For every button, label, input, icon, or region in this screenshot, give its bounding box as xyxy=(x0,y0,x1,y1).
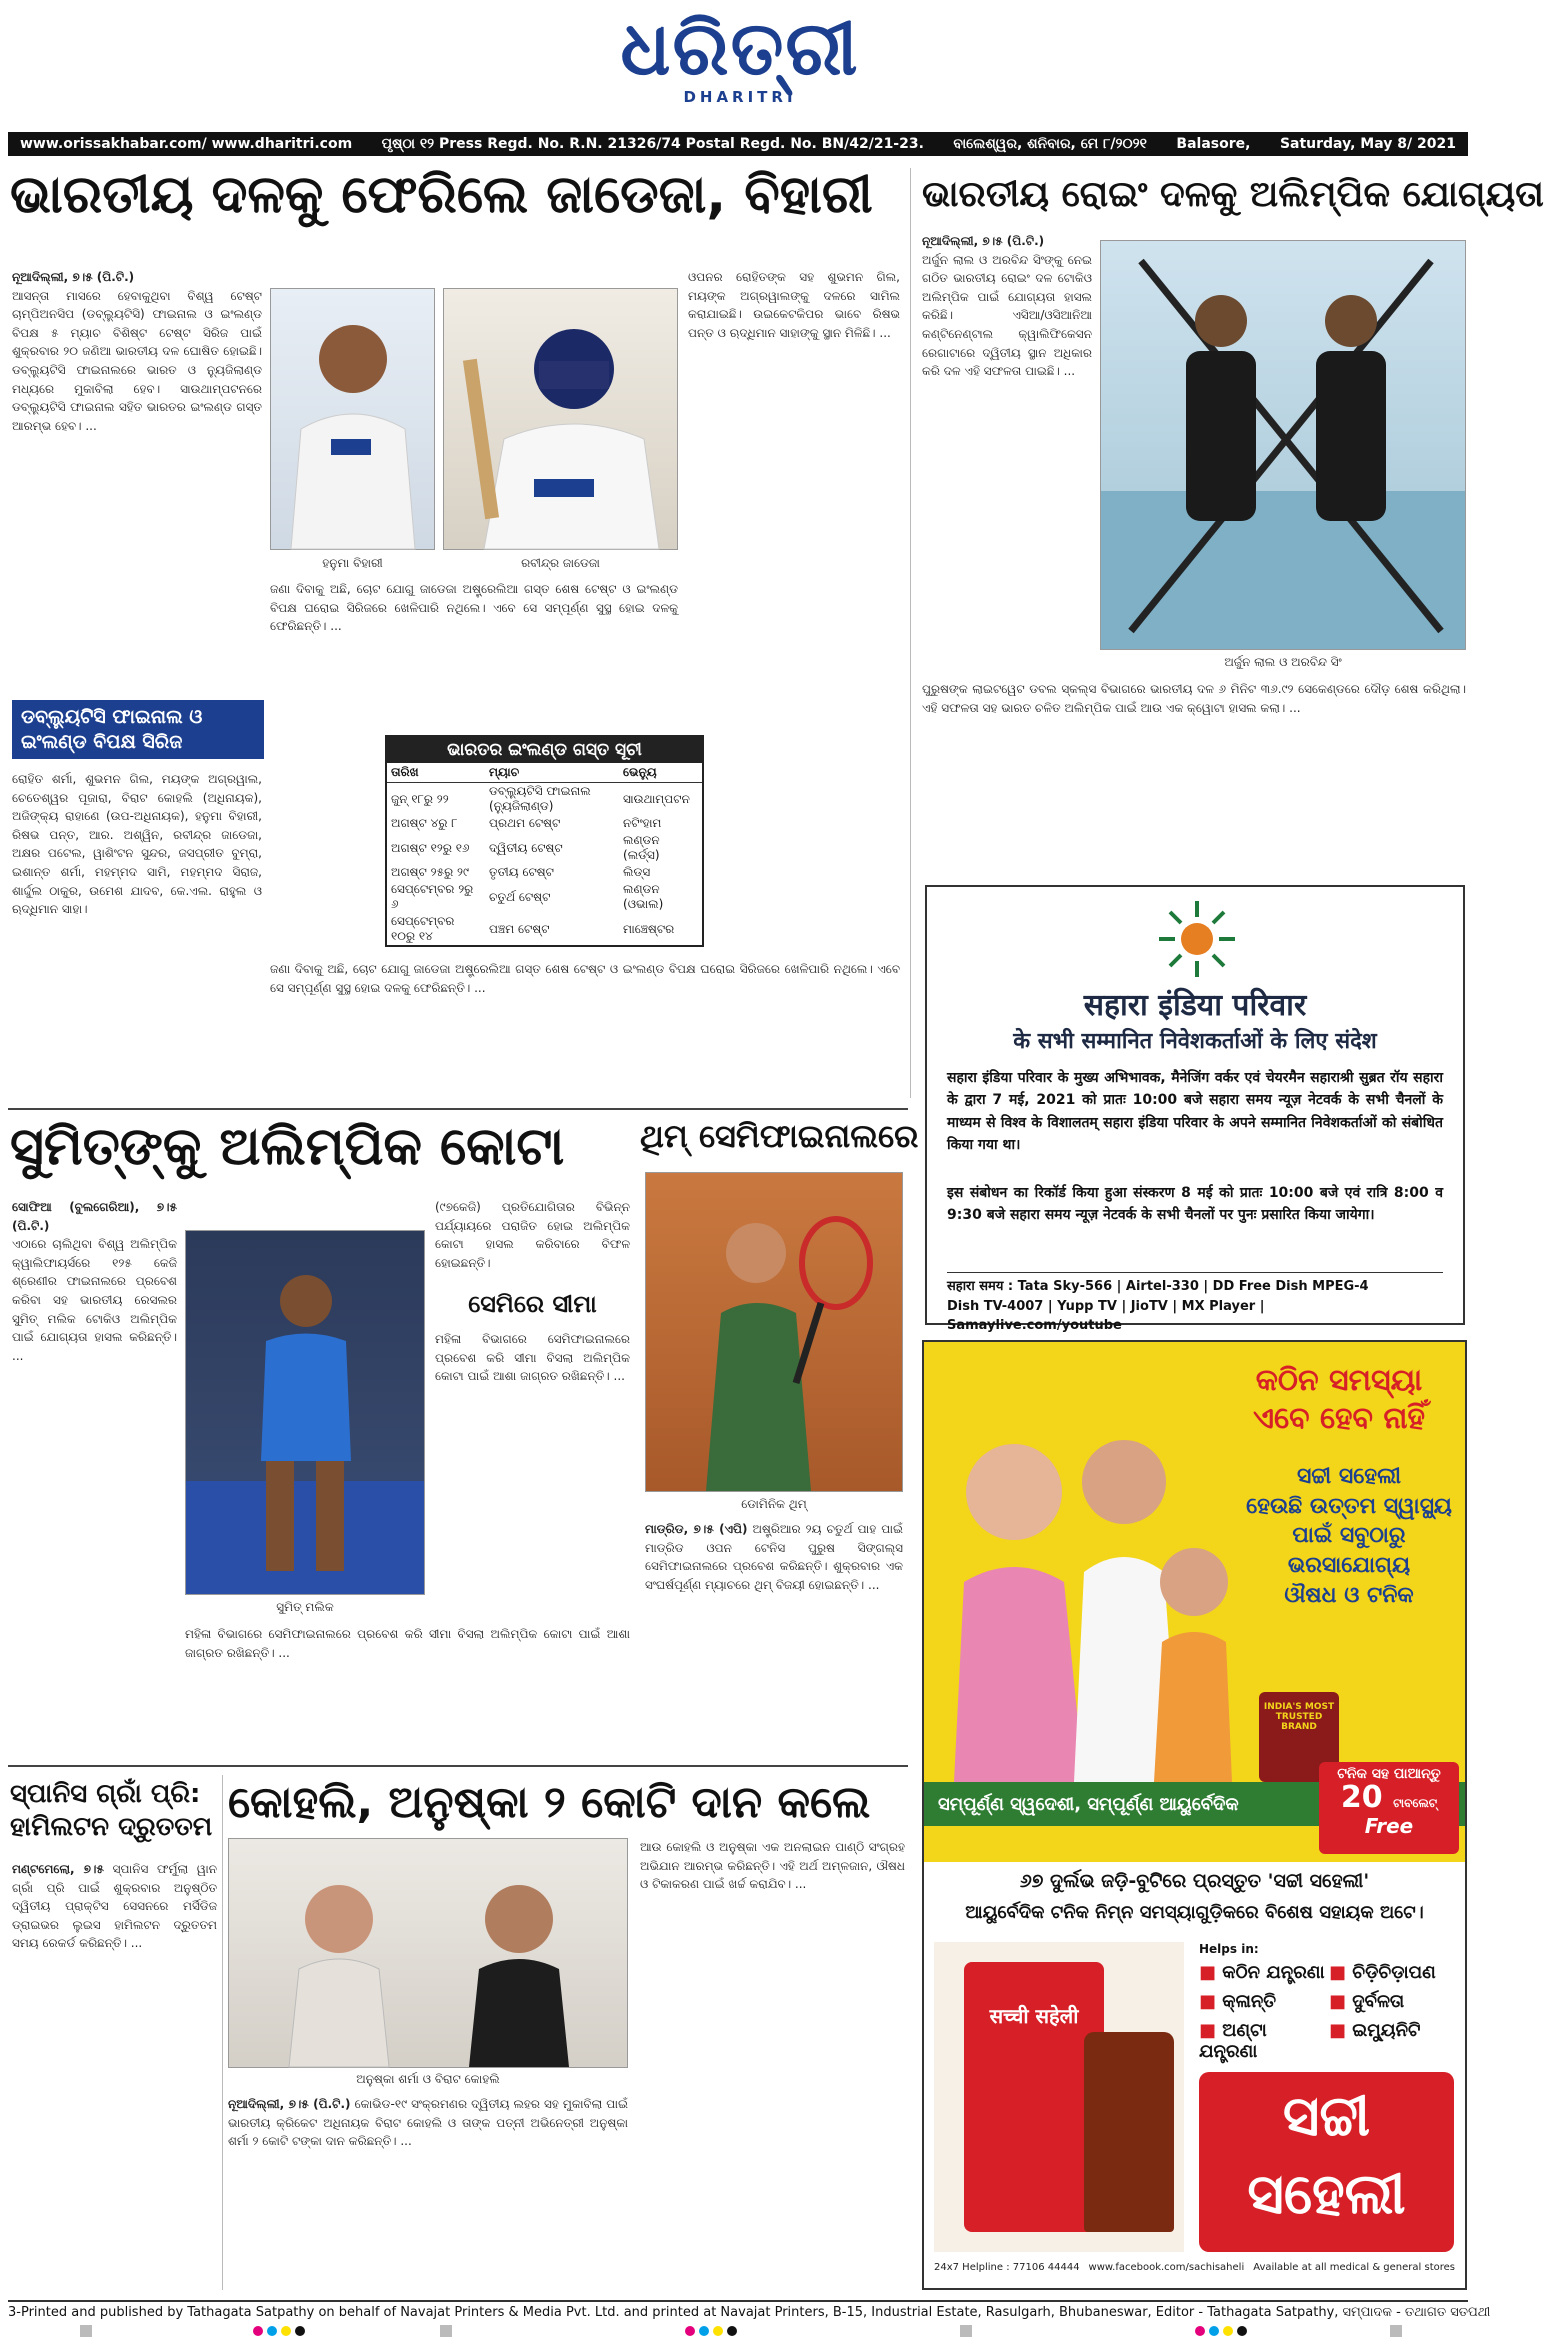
ad-brand1: ସଚ୍ଚୀ xyxy=(1282,2084,1371,2149)
sahara-channels xyxy=(947,1272,1443,1336)
vihari-figure xyxy=(271,289,434,549)
sahara-channels1: सहारा समय : Tata Sky-566 | Airtel-330 | DD Free Dish MPEG-4 xyxy=(947,1279,1369,1294)
edition: Balasore, xyxy=(1176,136,1251,152)
sahara-ad xyxy=(925,885,1465,1333)
websites: www.orissakhabar.com/ www.dharitri.com xyxy=(20,136,353,152)
ad-headline xyxy=(1224,1362,1454,1437)
story1-headline: ଭାରତୀୟ ଦଳକୁ ଫେରିଲେ ଜାଡେଜା, ବିହାରୀ xyxy=(10,165,873,225)
ad-promo5: ଔଷଧ ଓ ଟନିକ xyxy=(1284,1582,1414,1608)
story3-body: ଏଠାରେ ଚାଲିଥିବା ବିଶ୍ୱ ଅଲିମ୍ପିକ କ୍ୱାଲିଫାୟର୍ସରେ ୧୨୫ କେଜି ଶ୍ରେଣୀର ଫାଇନାଲରେ ପ୍ରବେଶ କରିବା ସହ ଭାରତୀୟ ରେସଲର ସୁମିତ୍ ମଲିକ ଟୋକିଓ ଅଲିମ୍ପିକ ପାଇଁ ଯୋଗ୍ୟତା ହାସଲ କରିଛନ୍ତି। ... xyxy=(12,1237,177,1363)
column-rule-2 xyxy=(222,1775,223,2290)
ad-line2: ଆୟୁର୍ବେଦିକ ଟନିକ ନିମ୍ନ ସମସ୍ୟାଗୁଡ଼ିକରେ ବିଶେଷ ସହାୟକ ଅଟେ। xyxy=(965,1902,1424,1923)
cell: ଦ୍ୱିତୀୟ ଟେଷ୍ଟ xyxy=(489,840,563,855)
story2-dateline: ନୂଆଦିଲ୍ଲୀ, ୭।୫ (ପି.ଟି.) xyxy=(922,234,1045,248)
photo-kohli-anushka xyxy=(228,1838,628,2068)
ad-headline2: ଏବେ ହେବ ନାହିଁ xyxy=(1252,1400,1426,1436)
cell: ସେପ୍ଟେମ୍ବର ୨ରୁ ୬ xyxy=(391,882,474,911)
photo-sumit xyxy=(185,1230,425,1595)
help-item: ■ କଠିନ ଯନ୍ତ୍ରଣା xyxy=(1199,1962,1325,1983)
imprint-line: 3-Printed and published by Tathagata Satpathy on behalf of Navajat Printers & Media Pvt. Ltd. and printed at Navajat Printers, B-15, Industrial Estate, Rasulgarh, Bhubaneswar, Editor - Tathagata Satpathy, ସମ୍ପାଦକ - ତଥାଗତ ସତପଥୀ xyxy=(8,2300,1468,2320)
story3-body-cont: ମହିଳା ବିଭାଗରେ ସେମିଫାଇନାଲରେ ପ୍ରବେଶ କରି ସୀମା ବିସଲା ଅଲିମ୍ପିକ କୋଟା ପାଇଁ ଆଶା ଜାଗ୍ରତ ରଖିଛନ୍ତି। ... xyxy=(185,1627,630,1660)
help-item-label: ଚିଡ଼ିଚିଡ଼ାପଣ xyxy=(1352,1962,1436,1983)
story4-dateline: ମାଡ୍ରିଡ, ୭।୫ (ଏପି) xyxy=(645,1522,748,1536)
story2-headline: ଭାରତୀୟ ରୋଇଂ ଦଳକୁ ଅଲିମ୍ପିକ ଯୋଗ୍ୟତା xyxy=(922,174,1544,215)
section-rule xyxy=(8,1108,908,1110)
table-row xyxy=(387,815,702,832)
story2-col1 xyxy=(922,232,1092,642)
photo-vihari-caption: ହନୁମା ବିହାରୀ xyxy=(322,556,383,570)
story6-caption: ଅନୁଷ୍କା ଶର୍ମା ଓ ବିରାଟ କୋହଲି xyxy=(356,2072,500,2086)
schedule-table xyxy=(387,763,702,945)
story3-headline: ସୁମିତ୍‌ଙ୍କୁ ଅଲିମ୍ପିକ କୋଟା xyxy=(10,1117,565,1177)
story6-headline: କୋହଲି, ଅନୁଷ୍କା ୨ କୋଟି ଦାନ କଲେ xyxy=(228,1777,871,1828)
sahara-channels2: Dish TV-4007 | Yupp TV | JioTV | MX Player | Samaylive.com/youtube xyxy=(947,1298,1265,1333)
photo-vihari xyxy=(270,288,435,550)
cell: ସେପ୍ଟେମ୍ବର ୧୦ରୁ ୧୪ xyxy=(391,914,455,943)
ad-free-badge xyxy=(1319,1762,1459,1854)
ad-brand-box xyxy=(1199,2072,1454,2252)
photo-jadeja xyxy=(443,288,678,550)
story1-dateline: ନୂଆଦିଲ୍ଲୀ, ୭।୫ (ପି.ଟି.) xyxy=(12,270,135,284)
ad-bottle xyxy=(1084,2032,1174,2232)
badge-unit: ଟାବଲେଟ୍ xyxy=(1393,1796,1438,1810)
story5-body: ସ୍ପାନିସ ଫର୍ମୁଲା ୱାନ ଗ୍ରାଁ ପ୍ରି ପାଇଁ ଶୁକ୍ରବାର ଅନୁଷ୍ଠିତ ଦ୍ୱିତୀୟ ପ୍ରାକ୍ଟିସ ସେସନରେ ମର୍ସିଡିଜ ଡ୍ରାଇଭର ଲୁଇସ ହାମିଲଟନ ଦ୍ରୁତତମ ସମୟ ରେକର୍ଡ କରିଛନ୍ତି। ... xyxy=(12,1862,217,1951)
sachi-saheli-ad xyxy=(922,1340,1467,2290)
sumit-figure xyxy=(186,1231,424,1594)
jadeja-figure xyxy=(444,289,677,549)
date: Saturday, May 8/ 2021 xyxy=(1279,136,1456,152)
masthead-logo xyxy=(600,6,880,112)
cell: ମାଞ୍ଚେଷ୍ଟର xyxy=(623,921,675,936)
cell: ଲିଡ୍ସ xyxy=(623,865,651,879)
story5-headline: ସ୍ପାନିସ ଗ୍ରାଁ ପ୍ରି: ହାମିଲଟନ ଦ୍ରୁତତମ xyxy=(10,1779,213,1842)
story1-col3: ଓପନର ରୋହିତଙ୍କ ସହ ଶୁଭମନ ଗିଲ, ମୟଙ୍କ ଅଗ୍ରୱାଲଙ୍କୁ ଦଳରେ ସାମିଲ କରାଯାଇଛି। ଉଇକେଟକିପର ଭାବେ ରିଷଭ ପନ୍ତ ଓ ଋଦ୍ଧିମାନ ସାହାଙ୍କୁ ସ୍ଥାନ ମିଳିଛି। ... xyxy=(688,270,900,340)
badge-num: 20 xyxy=(1340,1780,1383,1815)
cell: ଅଗଷ୍ଟ ୧୨ରୁ ୧୬ xyxy=(391,840,470,855)
help-item-label: ଦୁର୍ବଳତା xyxy=(1352,1991,1405,2012)
badge-free: Free xyxy=(1364,1813,1414,1838)
badge-text: ଟନିକ ସହ ପାଆନ୍ତୁ xyxy=(1337,1766,1441,1782)
story1-col1 xyxy=(12,268,262,698)
cell: ଚତୁର୍ଥ ଟେଷ୍ଟ xyxy=(489,889,551,904)
story2-body: ଅର୍ଜୁନ ଲାଲ ଓ ଅରବିନ୍ଦ ସିଂଙ୍କୁ ନେଇ ଗଠିତ ଭାରତୀୟ ରୋଇଂ ଦଳ ଟୋକିଓ ଅଲିମ୍ପିକ ପାଇଁ ଯୋଗ୍ୟତା ହାସଲ କରିଛି। ଏସିଆ/ଓସିଆନିଆ କଣ୍ଟିନେଣ୍ଟାଲ କ୍ୱାଲିଫିକେସନ ରେଗାଟାରେ ଦ୍ୱିତୀୟ ସ୍ଥାନ ଅଧିକାର କରି ଦଳ ଏହି ସଫଳତା ପାଇଛି। ... xyxy=(922,252,1092,379)
story5-dateline: ମଣ୍ଟମେଲୋ, ୭।୫ xyxy=(12,1862,104,1876)
ad-helps xyxy=(1199,1942,1459,2062)
story3-body2: (୯୭କେଜି) ପ୍ରତିଯୋଗିତାର ବିଭିନ୍ନ ପର୍ଯ୍ୟାୟରେ ପରାଜିତ ହୋଇ ଅଲିମ୍ପିକ କୋଟା ହାସଲ କରିବାରେ ବିଫଳ ହୋଇଛନ୍ତି। xyxy=(435,1200,630,1270)
section-rule-2 xyxy=(8,1765,908,1767)
schedule-col-venue: ଭେନ୍ୟୁ xyxy=(619,763,702,783)
schedule-title: ଭାରତର ଇଂଲଣ୍ଡ ଗସ୍ତ ସୂଚୀ xyxy=(387,737,702,763)
table-row xyxy=(387,864,702,881)
photo-jadeja-caption: ରବୀନ୍ଦ୍ର ଜାଡେଜା xyxy=(521,556,600,570)
cell: ପଞ୍ଚମ ଟେଷ୍ଟ xyxy=(489,921,550,936)
cell: ଲଣ୍ଡନ (ଲର୍ଡ୍ସ) xyxy=(623,833,660,862)
story3-body3: ମହିଳା ବିଭାଗରେ ସେମିଫାଇନାଲରେ ପ୍ରବେଶ କରି ସୀମା ବିସଲା ଅଲିମ୍ପିକ କୋଟା ପାଇଁ ଆଶା ଜାଗ୍ରତ ରଖିଛନ୍ତି। ... xyxy=(435,1332,630,1384)
photo-thiem xyxy=(645,1172,903,1492)
help-item: ■ ଚିଡ଼ିଚିଡ଼ାପଣ xyxy=(1329,1962,1436,1983)
ad-promo1: ସଚ୍ଚୀ ସହେଲୀ xyxy=(1296,1464,1402,1489)
story1-sidebar xyxy=(12,700,264,759)
ad-promo xyxy=(1244,1462,1454,1610)
help-item-label: କଠିନ ଯନ୍ତ୍ରଣା xyxy=(1222,1962,1325,1983)
ad-footer xyxy=(934,2262,1455,2273)
story3-subhead: ସେମିରେ ସୀମା xyxy=(468,1290,597,1318)
story6-body-right: ଆଉ କୋହଲି ଓ ଅନୁଷ୍କା ଏକ ଅନଲାଇନ ପାଣ୍ଠି ସଂଗ୍ରହ ଅଭିଯାନ ଆରମ୍ଭ କରିଛନ୍ତି। ଏହି ଅର୍ଥ ଅମ୍ଳଜାନ, ଔଷଧ ଓ ଟିକାକରଣ ପାଇଁ ଖର୍ଚ୍ଚ କରାଯିବ। ... xyxy=(640,1840,905,1892)
table-row xyxy=(387,783,702,816)
story3-dateline: ସୋଫିଆ (ବୁଲଗେରିଆ), ୭।୫ (ପି.ଟି.) xyxy=(12,1200,177,1233)
registration-marks xyxy=(0,2322,1477,2339)
story4-text xyxy=(645,1520,903,1760)
story3-caption: ସୁମିତ୍ ମଲିକ xyxy=(276,1600,334,1614)
story6-body: କୋଭିଡ-୧୯ ସଂକ୍ରମଣର ଦ୍ୱିତୀୟ ଲହର ସହ ମୁକାବିଲା ପାଇଁ ଭାରତୀୟ କ୍ରିକେଟ ଅଧିନାୟକ ବିରାଟ କୋହଲି ଓ ତାଙ୍କ ପତ୍ନୀ ଅଭିନେତ୍ରୀ ଅନୁଷ୍କା ଶର୍ମା ୨ କୋଟି ଟଙ୍କା ଦାନ କରିଛନ୍ତି। ... xyxy=(228,2097,628,2149)
thiem-figure xyxy=(646,1173,902,1491)
sahara-logo-icon xyxy=(1157,899,1237,979)
schedule-table-box xyxy=(385,735,704,947)
story1-body-col1: ଆସନ୍ତା ମାସରେ ହେବାକୁଥିବା ବିଶ୍ୱ ଟେଷ୍ଟ ଚାମ୍ପିଅନସିପ (ଡବ୍ଲ୍ୟୁଟିସି) ଫାଇନାଲ ଓ ଇଂଲଣ୍ଡ ବିପକ୍ଷ ୫ ମ୍ୟାଚ ବିଶିଷ୍ଟ ଟେଷ୍ଟ ସିରିଜ ପାଇଁ ଶୁକ୍ରବାର ୨୦ ଜଣିଆ ଭାରତୀୟ ଦଳ ଘୋଷିତ ହୋଇଛି। ଡବ୍ଲ୍ୟୁଟିସି ଫାଇନାଲରେ ଭାରତ ଓ ନ୍ୟୁଜିଲାଣ୍ଡ ମଧ୍ୟରେ ମୁକାବିଲା ହେବ। ସାଉଥାମ୍ପଟନରେ ଡବ୍ଲ୍ୟୁଟିସି ଫାଇନାଲ ସହିତ ଭାରତର ଇଂଲଣ୍ଡ ଗସ୍ତ ଆରମ୍ଭ ହେବ। ... xyxy=(12,288,262,433)
story1-col2: ଜଣା ଦିବାକୁ ଅଛି, ଚୋଟ ଯୋଗୁ ଜାଡେଜା ଅଷ୍ଟ୍ରେଲିଆ ଗସ୍ତ ଶେଷ ଟେଷ୍ଟ ଓ ଇଂଲଣ୍ଡ ବିପକ୍ଷ ଘରୋଇ ସିରିଜରେ ଖେଳିପାରି ନଥିଲେ। ଏବେ ସେ ସମ୍ପୂର୍ଣ୍ଣ ସୁସ୍ଥ ହୋଇ ଦଳକୁ ଫେରିଛନ୍ତି। ... xyxy=(270,582,678,634)
story4-body: ଅଷ୍ଟ୍ରିଆର ୨ୟ ଚତୁର୍ଥ ପାହ ପାଇଁ ମାଡ୍ରିଡ ଓପନ ଟେନିସ ପୁରୁଷ ସିଙ୍ଗଲ୍ସ ସେମିଫାଇନାଲରେ ପ୍ରବେଶ କରିଛନ୍ତି। ଶୁକ୍ରବାର ଏକ ସଂଘର୍ଷପୂର୍ଣ୍ଣ ମ୍ୟାଚରେ ଥିମ୍ ବିଜୟୀ ହୋଇଛନ୍ତି। ... xyxy=(645,1522,903,1592)
story1-continued: ଜଣା ଦିବାକୁ ଅଛି, ଚୋଟ ଯୋଗୁ ଜାଡେଜା ଅଷ୍ଟ୍ରେଲିଆ ଗସ୍ତ ଶେଷ ଟେଷ୍ଟ ଓ ଇଂଲଣ୍ଡ ବିପକ୍ଷ ଘରୋଇ ସିରିଜରେ ଖେଳିପାରି ନଥିଲେ। ଏବେ ସେ ସମ୍ପୂର୍ଣ୍ଣ ସୁସ୍ଥ ହୋଇ ଦଳକୁ ଫେରିଛନ୍ତି। ... xyxy=(270,962,900,995)
trusted-brand-badge: INDIA'S MOST TRUSTED BRAND xyxy=(1259,1692,1339,1782)
ad-line1: ୬୭ ଦୁର୍ଲଭ ଜଡ଼ି-ବୁଟିରେ ପ୍ରସ୍ତୁତ 'ସଚ୍ଚୀ ସହେଲୀ' xyxy=(1019,1870,1370,1892)
ad-headline1: କଠିନ ସମସ୍ୟା xyxy=(1255,1363,1423,1398)
table-row xyxy=(387,832,702,864)
helps-grid xyxy=(1199,1962,1459,2062)
column-rule xyxy=(910,168,911,1098)
help-item: ■ କ୍ଳାନ୍ତି xyxy=(1199,1991,1277,2012)
ad-promo4: ଭରସାଯୋଗ୍ୟ xyxy=(1287,1553,1411,1579)
story3-col1 xyxy=(12,1198,177,1758)
sahara-body1: सहारा इंडिया परिवार के मुख्य अभिभावक, मैनेजिंग वर्कर एवं चेयरमैन सहाराश्री सुब्रत रॉय सहारा के द्वारा 7 मई, 2021 को प्रातः 10:00 बजे सहारा समय न्यूज़ नेटवर्क के सभी चैनलों के माध्यम से विश्व के विशालतम् सहारा इंडिया परिवार के अपने सम्मानित निवेशकर्ताओं को संबोधित किया गया था। xyxy=(947,1070,1443,1154)
ad-women-figure xyxy=(934,1382,1234,1782)
logo-text: ଧରିତ୍ରୀ xyxy=(620,6,860,92)
cell: ଜୁନ୍ ୧୮ରୁ ୨୨ xyxy=(391,791,449,806)
schedule-col-match: ମ୍ୟାଚ xyxy=(485,763,619,783)
cell: ତୃତୀୟ ଟେଷ୍ଟ xyxy=(489,865,554,879)
story6-text xyxy=(228,2095,628,2290)
local-date: ବାଲେଶ୍ୱର, ଶନିବାର, ମେ ୮/୨୦୨୧ xyxy=(953,136,1147,152)
page-info: ପୃଷ୍ଠା ୧୨ Press Regd. No. R.N. 21326/74 Postal Regd. No. BN/42/21-23. xyxy=(381,136,924,152)
help-item: ■ ଇମ୍ୟୁନିଟି xyxy=(1329,2020,1421,2041)
ad-promo3: ପାଇଁ ସବୁଠାରୁ xyxy=(1292,1523,1406,1549)
badge-num-line xyxy=(1319,1782,1459,1814)
cell: ପ୍ରଥମ ଟେଷ୍ଟ xyxy=(489,816,561,830)
help-item-label: ଇମ୍ୟୁନିଟି xyxy=(1352,2020,1421,2041)
cell: ନଟିଂହାମ xyxy=(623,816,662,830)
story6-dateline: ନୂଆଦିଲ୍ଲୀ, ୭।୫ (ପି.ଟି.) xyxy=(228,2097,351,2111)
help-item: ■ ଅଣ୍ଟା ଯନ୍ତ୍ରଣା xyxy=(1199,2020,1267,2062)
sahara-title: सहारा इंडिया परिवार xyxy=(1083,988,1307,1023)
sidebar-head: ଡବ୍ଲ୍ୟୁଟିସି ଫାଇନାଲ ଓ ଇଂଲଣ୍ଡ ବିପକ୍ଷ ସିରିଜ xyxy=(13,701,263,758)
ad-promo2: ହେଉଛି ଉତ୍ତମ ସ୍ୱାସ୍ଥ୍ୟ xyxy=(1246,1493,1452,1519)
help-item: ■ ଦୁର୍ବଳତା xyxy=(1329,1991,1405,2012)
cell: ଡବ୍ଲ୍ୟୁଟିସି ଫାଇନାଲ (ନ୍ୟୁଜିଲାଣ୍ଡ) xyxy=(489,784,591,813)
schedule-col-date: ତାରିଖ xyxy=(387,763,485,783)
photo-rowers xyxy=(1100,240,1466,650)
ad-available: Available at all medical & general stores xyxy=(1253,2262,1455,2273)
cell: ଅଗଷ୍ଟ ୪ରୁ ୮ xyxy=(391,816,458,830)
story4-caption: ଡୋମିନିକ ଥିମ୍ xyxy=(741,1497,807,1511)
helps-in-label: Helps in: xyxy=(1199,1942,1259,1956)
cell: ଅଗଷ୍ଟ ୨୫ରୁ ୨୯ xyxy=(391,865,469,879)
table-row xyxy=(387,913,702,945)
kohli-anushka-figure xyxy=(229,1839,627,2067)
ad-product-box: सच्ची सहेली xyxy=(964,1962,1104,2232)
story5-text xyxy=(12,1860,217,2290)
logo-latin: DHARITRI xyxy=(683,88,797,106)
cell: ଲଣ୍ଡନ (ଓଭାଲ) xyxy=(623,882,664,911)
help-item-label: କ୍ଳାନ୍ତି xyxy=(1222,1991,1277,2012)
sahara-body2: इस संबोधन का रिकॉर्ड किया हुआ संस्करण 8 मई को प्रातः 10:00 बजे एवं रात्रि 8:00 व 9:30 बजे सहारा समय न्यूज़ नेटवर्क के सभी चैनलों पर पुनः प्रसारित किया जायेगा। xyxy=(947,1185,1443,1224)
story4-headline: ଥିମ୍ ସେମିଫାଇନାଲରେ xyxy=(640,1117,919,1155)
sidebar-body: ରୋହିତ ଶର୍ମା, ଶୁଭମନ ଗିଲ, ମୟଙ୍କ ଅଗ୍ରୱାଲ, ଚେତେଶ୍ୱର ପୂଜାରା, ବିରାଟ କୋହଲି (ଅଧିନାୟକ), ଅଜିଙ୍କ୍ୟ ରାହାଣେ (ଉପ-ଅଧିନାୟକ), ହନୁମା ବିହାରୀ, ରିଷଭ ପନ୍ତ, ଆର. ଅଶ୍ୱିନ, ରବୀନ୍ଦ୍ର ଜାଡେଜା, ଅକ୍ଷର ପଟେଲ, ୱାଶିଂଟନ ସୁନ୍ଦର, ଜସପ୍ରୀତ ବୁମ୍ରା, ଇଶାନ୍ତ ଶର୍ମା, ମହମ୍ମଦ ସାମି, ମହମ୍ମଦ ସିରାଜ, ଶାର୍ଦ୍ଦୁଲ ଠାକୁର, ଉମେଶ ଯାଦବ, କେ.ଏଲ. ରାହୁଲ ଓ ଋଦ୍ଧିମାନ ସାହା। xyxy=(12,772,262,917)
ad-brand2: ସହେଲୀ xyxy=(1247,2162,1406,2228)
story2-caption: ଅର୍ଜୁନ ଲାଲ ଓ ଅରବିନ୍ଦ ସିଂ xyxy=(1224,655,1342,669)
ad-helpline: 24x7 Helpline : 77106 44444 xyxy=(934,2262,1080,2273)
ad-tagline: ସମ୍ପୂର୍ଣ୍ଣ ସ୍ୱଦେଶୀ, ସମ୍ପୂର୍ଣ୍ଣ ଆୟୁର୍ବେଦିକ xyxy=(924,1782,1465,1826)
story2-body-right: ପୁରୁଷଙ୍କ ଲାଇଟୱେଟ ଡବଲ ସ୍କଲ୍ସ ବିଭାଗରେ ଭାରତୀୟ ଦଳ ୬ ମିନିଟ ୩୬.୯୨ ସେକେଣ୍ଡରେ ଦୌଡ଼ ଶେଷ କରିଥିଲା। ଏହି ସଫଳତା ସହ ଭାରତ ଚଳିତ ଅଲିମ୍ପିକ ପାଇଁ ଆଉ ଏକ କ୍ୱୋଟା ହାସଲ କଲା। ... xyxy=(922,682,1466,715)
cell: ସାଉଥାମ୍ପଟନ xyxy=(623,791,690,806)
info-strip xyxy=(8,132,1468,156)
table-row xyxy=(387,881,702,913)
ad-product-panel xyxy=(934,1942,1184,2252)
ad-facebook: www.facebook.com/sachisaheli xyxy=(1088,2262,1245,2273)
sahara-subtitle: के सभी सम्मानित निवेशकर्ताओं के लिए संदेश xyxy=(1013,1029,1377,1054)
rowers-figure xyxy=(1101,241,1465,649)
help-item-label: ଅଣ୍ଟା ଯନ୍ତ୍ରଣା xyxy=(1199,2020,1267,2062)
